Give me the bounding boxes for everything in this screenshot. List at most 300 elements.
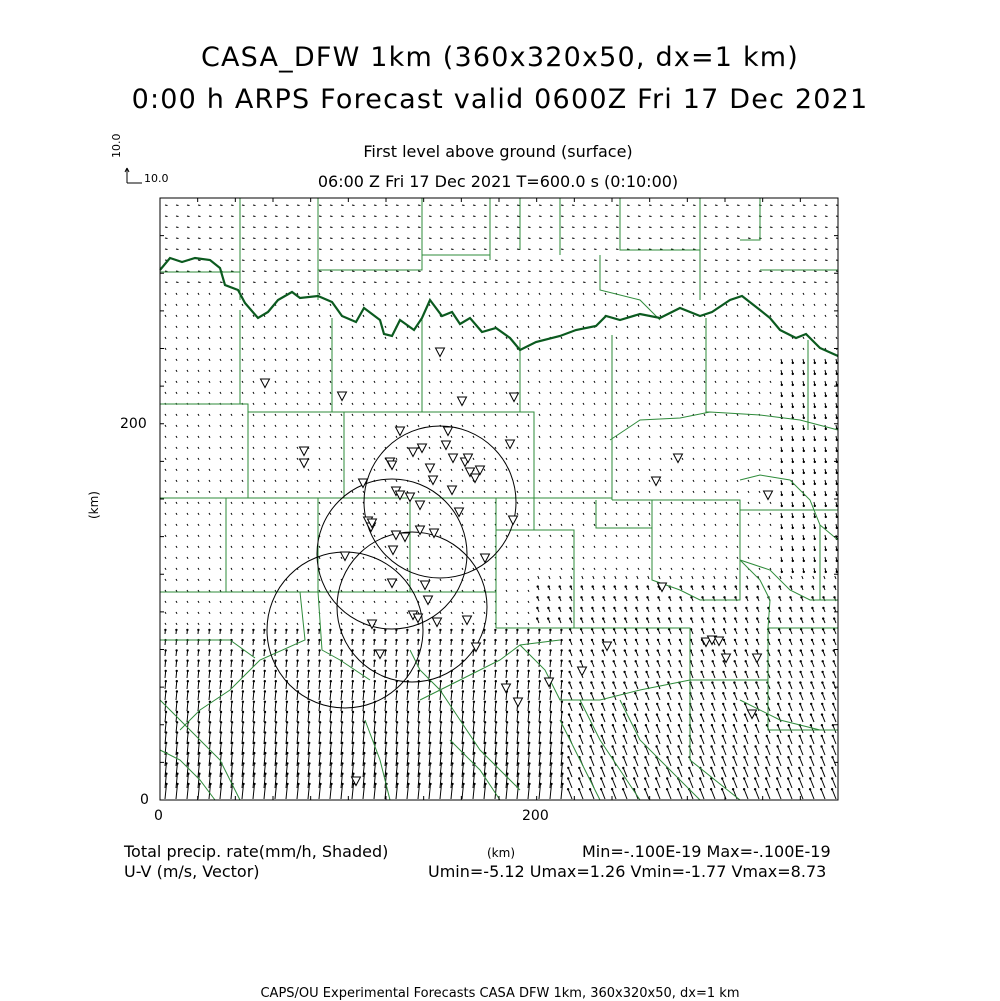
chart-title-line1: CASA_DFW 1km (360x320x50, dx=1 km) (0, 42, 1000, 73)
wind-vector-head (591, 660, 593, 662)
wind-vector-head (733, 703, 735, 705)
wind-vector (649, 535, 650, 537)
wind-vector (429, 502, 430, 504)
wind-vector (484, 326, 485, 328)
wind-vector (407, 293, 408, 295)
wind-vector (777, 789, 781, 799)
wind-vector-head (484, 773, 486, 775)
wind-vector (451, 436, 452, 438)
wind-vector (693, 458, 694, 460)
wind-vector (209, 524, 210, 526)
wind-vector (220, 513, 221, 515)
wind-vector (737, 381, 738, 383)
wind-vector (264, 337, 265, 339)
wind-vector (352, 513, 353, 515)
wind-vector (330, 359, 331, 361)
wind-vector (825, 227, 828, 228)
wind-vector (726, 513, 727, 515)
wind-vector (550, 546, 551, 548)
wind-vector (638, 403, 639, 405)
wind-vector (528, 712, 529, 722)
wind-vector (549, 576, 550, 579)
wind-vector (693, 238, 696, 239)
wind-vector-head (811, 596, 813, 598)
wind-vector-head (792, 406, 794, 408)
wind-vector (759, 315, 760, 317)
wind-vector-head (732, 767, 734, 769)
wind-vector-head (803, 527, 805, 529)
wind-vector (781, 282, 784, 283)
wind-vector (712, 757, 716, 766)
wind-vector (627, 392, 628, 394)
wind-vector (583, 205, 586, 206)
wind-vector (187, 326, 188, 328)
wind-vector-head (318, 660, 320, 662)
wind-vector (242, 535, 243, 537)
wind-vector-head (550, 701, 552, 703)
wind-vector (176, 282, 179, 283)
wind-vector (396, 304, 397, 306)
wind-vector-head (527, 660, 529, 662)
wind-vector (242, 469, 243, 471)
wind-vector-head (590, 681, 592, 683)
wind-vector-head (440, 670, 442, 672)
wind-vector (440, 381, 441, 383)
wind-vector (814, 315, 815, 317)
wind-vector (756, 725, 759, 733)
wind-vector-head (699, 777, 701, 779)
wind-vector (198, 513, 199, 515)
wind-vector-head (506, 742, 508, 744)
wind-vector (165, 282, 168, 283)
wind-vector (737, 480, 738, 482)
wind-vector (220, 249, 223, 250)
wind-vector (679, 736, 682, 744)
wind-vector-head (765, 788, 767, 790)
wind-vector-head (821, 713, 823, 715)
wind-vector (209, 612, 210, 614)
wind-vector (352, 722, 353, 733)
wind-vector (770, 447, 771, 449)
wind-vector (616, 535, 617, 537)
wind-vector (594, 381, 595, 383)
wind-vector (352, 447, 353, 449)
wind-vector (319, 524, 320, 526)
station-triangle-icon (424, 596, 433, 605)
wind-vector (385, 524, 386, 526)
wind-vector (253, 535, 254, 537)
wind-vector (330, 458, 331, 460)
wind-vector (550, 403, 551, 405)
wind-vector (506, 315, 507, 317)
wind-vector (781, 227, 784, 228)
wind-vector (396, 315, 397, 317)
wind-vector (572, 337, 573, 339)
wind-vector-head (699, 756, 701, 758)
wind-vector (451, 227, 454, 228)
wind-vector-head (440, 711, 442, 713)
wind-vector-head (667, 713, 669, 715)
wind-vector (517, 205, 520, 206)
wind-vector (363, 702, 364, 711)
wind-vector (682, 359, 683, 361)
wind-vector (396, 216, 399, 217)
wind-vector-head (439, 639, 441, 641)
wind-vector (231, 249, 234, 250)
wind-vector (286, 692, 287, 701)
wind-vector-head (799, 671, 801, 673)
wind-vector-head (711, 713, 713, 715)
wind-vector (209, 436, 210, 438)
wind-vector-head (798, 777, 800, 779)
wind-vector (451, 348, 452, 350)
wind-vector (187, 205, 190, 206)
wind-vector-head (396, 701, 398, 703)
wind-vector-head (814, 516, 816, 518)
wind-vector (330, 524, 331, 526)
wind-vector-head (832, 692, 834, 694)
wind-vector (671, 524, 672, 526)
wind-vector (759, 359, 760, 361)
wind-vector-head (396, 742, 398, 744)
wind-vector (440, 205, 443, 206)
wind-vector (473, 304, 474, 306)
wind-vector (550, 436, 551, 438)
wind-vector (341, 326, 342, 328)
wind-vector-head (517, 680, 519, 682)
wind-vector-head (384, 660, 386, 662)
wind-vector (418, 216, 421, 217)
wind-vector (308, 535, 309, 537)
wind-vector (638, 557, 639, 559)
wind-vector (352, 601, 353, 603)
wind-vector (176, 271, 179, 272)
wind-vector (231, 436, 232, 438)
wind-vector (821, 789, 825, 799)
wind-vector-head (297, 752, 299, 754)
wind-vector-head (495, 670, 497, 672)
wind-vector (286, 502, 287, 504)
wind-vector-head (799, 735, 801, 737)
wind-vector (616, 249, 619, 250)
wind-vector (242, 414, 243, 416)
wind-vector (462, 249, 465, 250)
wind-vector (528, 392, 529, 394)
wind-vector-head (601, 724, 603, 726)
wind-vector (374, 293, 375, 295)
wind-vector (616, 238, 619, 239)
wind-vector-head (603, 585, 605, 587)
wind-vector (528, 337, 529, 339)
wind-vector-head (341, 752, 343, 754)
wind-vector (682, 458, 683, 460)
wind-vector (418, 612, 419, 614)
wind-vector-head (253, 731, 255, 733)
wind-vector (429, 722, 430, 733)
wind-vector-head (407, 690, 409, 692)
wind-vector-head (678, 713, 680, 715)
wind-vector (700, 779, 704, 789)
wind-vector-head (407, 783, 409, 785)
wind-vector (286, 557, 287, 559)
wind-vector-head (580, 649, 582, 651)
wind-vector-head (539, 752, 541, 754)
wind-vector (363, 403, 364, 405)
wind-vector-head (711, 703, 713, 705)
wind-vector (506, 293, 507, 295)
wind-vector-head (635, 660, 637, 662)
wind-vector (451, 524, 452, 526)
wind-vector-head (527, 629, 529, 631)
wind-vector (198, 337, 199, 339)
wind-vector-head (517, 670, 519, 672)
station-triangle-icon (510, 393, 519, 402)
wind-vector (616, 337, 617, 339)
wind-vector (473, 524, 474, 526)
wind-vector-head (825, 450, 827, 452)
wind-vector (297, 304, 298, 306)
wind-vector-head (286, 711, 288, 713)
wind-vector (528, 293, 529, 295)
wind-vector (627, 238, 630, 239)
wind-vector (693, 326, 694, 328)
wind-vector-head (536, 617, 538, 619)
wind-vector-head (600, 777, 602, 779)
wind-vector (539, 425, 540, 427)
wind-vector (755, 779, 759, 789)
wind-vector (638, 216, 641, 217)
wind-vector-head (754, 745, 756, 747)
wind-vector (528, 458, 529, 460)
wind-vector (429, 205, 432, 206)
wind-vector (462, 502, 463, 504)
wind-vector-head (755, 724, 757, 726)
wind-vector-head (330, 773, 332, 775)
wind-vector (440, 216, 443, 217)
wind-vector (726, 414, 727, 416)
wind-vector (418, 712, 419, 722)
wind-vector (612, 789, 616, 799)
wind-vector-head (385, 680, 387, 682)
wind-vector (737, 370, 738, 372)
wind-vector (264, 524, 265, 526)
wind-vector-head (721, 756, 723, 758)
station-triangle-icon (458, 397, 467, 406)
wind-vector (418, 568, 419, 570)
wind-vector (682, 414, 683, 416)
wind-vector (330, 216, 333, 217)
wind-vector (649, 447, 650, 449)
wind-vector (231, 557, 232, 559)
wind-vector (616, 480, 617, 482)
wind-vector-head (319, 721, 321, 723)
wind-vector-head (528, 731, 530, 733)
wind-vector-head (803, 472, 805, 474)
wind-vector-head (439, 629, 441, 631)
wind-vector (825, 216, 828, 217)
wind-vector (517, 469, 518, 471)
wind-vector-head (810, 713, 812, 715)
wind-vector (733, 779, 737, 789)
wind-vector (429, 293, 430, 295)
wind-vector (209, 216, 212, 217)
wind-vector (220, 260, 223, 261)
wind-vector-head (711, 735, 713, 737)
wind-vector-head (800, 660, 802, 662)
wind-vector-head (777, 671, 779, 673)
wind-vector (833, 725, 836, 733)
wind-vector (627, 370, 628, 372)
wind-vector (627, 216, 630, 217)
wind-vector (693, 337, 694, 339)
wind-vector (220, 535, 221, 537)
wind-vector (810, 789, 814, 799)
wind-vector (198, 712, 199, 722)
wind-vector-head (633, 767, 635, 769)
wind-vector (759, 524, 760, 526)
wind-vector (396, 722, 397, 733)
wind-vector (319, 480, 320, 482)
wind-vector (330, 491, 331, 493)
wind-vector (187, 557, 188, 559)
wind-vector-head (579, 713, 581, 715)
wind-vector (220, 579, 221, 581)
wind-vector (528, 315, 529, 317)
wind-vector-head (547, 617, 549, 619)
wind-vector (693, 359, 694, 361)
wind-vector-head (209, 711, 211, 713)
wind-vector (811, 725, 814, 733)
wind-vector-head (165, 742, 167, 744)
wind-vector-head (362, 639, 364, 641)
wind-vector (781, 249, 784, 250)
wind-vector (198, 359, 199, 361)
wind-vector (220, 546, 221, 548)
wind-vector (462, 712, 463, 722)
wind-vector-head (811, 649, 813, 651)
wind-vector (506, 260, 509, 261)
wind-vector (209, 205, 212, 206)
wind-vector-head (589, 767, 591, 769)
wind-vector-head (612, 703, 614, 705)
wind-vector (176, 524, 177, 526)
wind-vector-head (814, 571, 816, 573)
wind-vector (517, 513, 518, 515)
wind-vector (517, 579, 518, 581)
wind-vector-head (788, 671, 790, 673)
wind-vector (220, 315, 221, 317)
wind-vector (591, 747, 594, 756)
wind-vector-head (809, 756, 811, 758)
wind-vector (759, 370, 760, 372)
wind-vector (605, 414, 606, 416)
wind-vector (605, 436, 606, 438)
wind-vector (440, 326, 441, 328)
wind-vector-head (787, 745, 789, 747)
wind-vector-head (319, 731, 321, 733)
wind-vector (209, 535, 210, 537)
wind-vector (627, 414, 628, 416)
wind-vector (825, 304, 826, 306)
wind-vector (286, 282, 289, 283)
wind-vector-head (814, 527, 816, 529)
wind-vector-head (831, 767, 833, 769)
wind-vector (770, 282, 773, 283)
wind-vector (594, 568, 595, 570)
wind-vector-head (634, 724, 636, 726)
wind-vector-head (461, 639, 463, 641)
wind-vector (833, 736, 836, 744)
wind-vector-head (253, 701, 255, 703)
wind-vector-head (428, 629, 430, 631)
wind-vector (693, 348, 694, 350)
wind-vector (495, 491, 496, 493)
wind-vector (539, 502, 540, 504)
wind-vector (264, 359, 265, 361)
wind-vector (451, 557, 452, 559)
wind-vector (723, 747, 726, 756)
wind-vector-head (341, 690, 343, 692)
wind-vector (176, 216, 179, 217)
wind-vector-head (744, 735, 746, 737)
wind-vector (220, 216, 223, 217)
wind-vector (187, 304, 188, 306)
wind-vector (220, 392, 221, 394)
wind-vector-head (645, 724, 647, 726)
wind-vector-head (539, 701, 541, 703)
wind-vector (429, 249, 432, 250)
wind-vector (693, 469, 694, 471)
wind-vector-head (385, 731, 387, 733)
wind-vector (297, 348, 298, 350)
wind-vector (550, 282, 553, 283)
wind-vector (451, 590, 452, 592)
wind-vector (800, 757, 804, 766)
wind-vector (330, 546, 331, 548)
wind-vector-head (363, 690, 365, 692)
wind-vector-head (814, 538, 816, 540)
wind-vector-head (623, 735, 625, 737)
wind-vector (440, 469, 441, 471)
wind-vector-head (527, 649, 529, 651)
wind-vector (484, 491, 485, 493)
wind-vector-head (209, 680, 211, 682)
wind-vector (176, 692, 177, 701)
wind-vector (671, 326, 672, 328)
wind-vector-head (792, 362, 794, 364)
wind-vector (528, 702, 529, 711)
wind-vector-head (811, 660, 813, 662)
wind-vector (165, 227, 168, 228)
wind-vector (649, 392, 650, 394)
wind-vector (176, 722, 177, 733)
wind-vector (638, 359, 639, 361)
wind-vector-head (677, 745, 679, 747)
wind-vector-head (176, 752, 178, 754)
wind-vector (715, 568, 716, 570)
wind-vector (539, 205, 542, 206)
wind-vector-head (781, 560, 783, 562)
wind-vector (473, 216, 476, 217)
wind-vector (407, 282, 410, 283)
wind-vector-head (825, 560, 827, 562)
wind-vector (638, 414, 639, 416)
wind-vector (418, 458, 419, 460)
wind-vector-head (745, 617, 747, 619)
wind-vector-head (539, 773, 541, 775)
wind-vector-head (677, 767, 679, 769)
wind-vector (209, 579, 210, 581)
